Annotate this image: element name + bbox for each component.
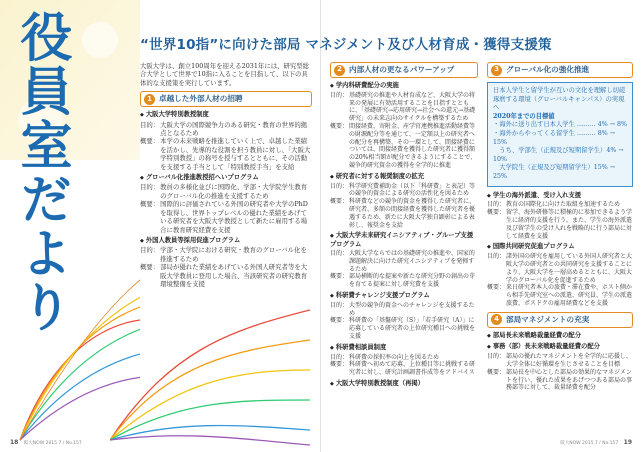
goal-line: うち、学部生（正規及び短期留学生）4% → 10%	[493, 147, 624, 163]
purpose-label: 目的：	[330, 353, 349, 361]
item	[140, 237, 312, 288]
item-title: ◆ 研究者に対する報奨制度の拡充	[330, 173, 478, 182]
overview-label: 概要：	[330, 273, 349, 281]
item	[487, 343, 633, 392]
purpose-label: 目的：	[140, 120, 160, 129]
footer-right	[560, 439, 632, 446]
overview-label: 概要：	[140, 263, 160, 272]
item	[140, 111, 312, 171]
section-number-badge: 2	[334, 65, 345, 76]
purpose-label: 目的：	[330, 249, 349, 257]
section-2-header	[330, 62, 478, 78]
overview-label: 概要：	[487, 209, 506, 217]
item	[330, 232, 478, 289]
goal-heading: 2020年までの目標値	[493, 112, 555, 120]
overview-text: 部局が優れた業績をあげている外国人研究者等を大阪大学教員に登用した場合、当該研究者の研究教育環境整備を支援	[160, 263, 308, 288]
item	[330, 344, 478, 377]
item	[330, 82, 478, 170]
goal-line: ・海外に送り出す日本人学生 ……… 4% → 8%	[493, 121, 628, 129]
section-4-header	[487, 312, 633, 328]
item-title: ◆ 国際共同研究促進プログラム	[487, 243, 633, 252]
item-title: ◆ 部局長未来戦略裁量経費の配分	[487, 332, 633, 341]
item	[330, 173, 478, 230]
overview-label: 概要：	[487, 284, 506, 292]
overview-text: 科研費の「基盤研究（S）」「若手研究（A）」に応募している研究者の上位研究種目への挑戦を支援	[349, 317, 476, 340]
item	[140, 174, 312, 234]
purpose-text: 大阪大学ならではの基礎研究の推進や、国家的課題解決に向けた研究イニシアティブを発揮するため	[349, 249, 475, 273]
purpose-text: 科研費の採択率の向上を図るため	[349, 353, 440, 361]
section-number-badge: 3	[491, 65, 502, 76]
item-title: ◆ 学内科研費配分の実施	[330, 82, 478, 91]
item-title: ◆ 科研費チャレンジ支援プログラム	[330, 292, 478, 301]
main-heading: “世界10指”に向けた部局 マネジメント及び人材育成・獲得支援策	[140, 37, 552, 53]
item-title: ◆ 外国人教員等採用促進プログラム	[140, 237, 312, 245]
section-title: グローバル化の強化推進	[506, 65, 590, 75]
page-number-left: 18	[10, 439, 19, 446]
section-title: 部局マネジメントの充実	[506, 314, 590, 324]
page-number-right: 19	[623, 439, 632, 446]
item-title: ◆ 大阪大学未来研究イニシアティブ・グループ支援プログラム	[330, 232, 478, 249]
goal-line: ・海外からやってくる留学生 ……… 8% → 15%	[493, 129, 616, 146]
overview-label: 概要：	[330, 361, 349, 369]
goal-line: 大学院生（正規及び短期留学生）15% → 25%	[493, 164, 616, 180]
lead-text: 大阪大学は、創立100周年を迎える2031年には、研究型総合大学として世界で10指に入ることを目指して、以下の具体的な支援策を実行しています。	[140, 62, 310, 87]
goal-box	[487, 82, 633, 187]
item	[487, 192, 633, 241]
section-number-badge: 1	[144, 94, 155, 105]
item	[487, 332, 633, 341]
purpose-label: 目的：	[330, 91, 349, 99]
item-title: ◆ 事務（部）長未来戦略裁量経費の配分	[487, 343, 633, 352]
purpose-label: 目的：	[330, 182, 349, 190]
overview-label: 概要：	[140, 200, 160, 209]
purpose-text: 教員の多様化並びに国際化、学部・大学院学生教育のグローバル化の推進を支援するため	[160, 183, 308, 200]
overview-text: 科研費などの競争的資金を獲得した研究者に、研究者、多額の間接経費を獲得した研究者を優遇するため、新たに大阪大学独自顕彰による表彰し、報奨金を支給	[349, 198, 476, 229]
overview-text: 間接経費、寄附金、産学官連携推進活動経費等の財源配分等を通じて、一定額以上の研究者への配分を再構築、その一環として、間接経費については、間接経費を獲得した研究者に獲得額の20%相当額が配分できるようにすることで、競争的研究資金の獲得を全学的に推進	[349, 122, 477, 169]
overview-text: 国際的に評価されている外国の研究者や大学のPhDを取得し、世界トップレベルの優れた業績をあげている研究者を大阪大学教授として新たに雇用する場合に教育研究経費を支援	[160, 200, 308, 234]
purpose-text: 諸外国の研究を雇用している外国人研究者と大阪大学の研究者との共同研究を支援することにより、大阪大学を一層高めるとともに、大阪大学のグローバル化を促進するため	[506, 253, 633, 284]
purpose-label: 目的：	[487, 201, 506, 209]
overview-text: 部局横断的な提案や新たな研究分野の創出の芽を育てる提案に対し研究費を支援	[349, 273, 476, 289]
item	[330, 292, 478, 341]
vertical-title: 役員室だより	[11, 10, 71, 334]
section-title: 卓越した外部人材の招聘	[159, 94, 243, 104]
purpose-text: 大阪大学の国際競争力のある研究・教育の世界的拠点となるため	[160, 120, 308, 138]
overview-label: 概要：	[330, 122, 349, 130]
section-3-header	[487, 62, 633, 78]
purpose-label: 目的：	[330, 301, 349, 309]
footer-right-text: 阪大NOW 2015.7 / No.157	[560, 441, 619, 446]
overview-text: 部局長を中心とした部局の効果的なマネジメントを行い、優れた成果をあげつつある部局の事務部等に対して、裁量経費を配分	[506, 368, 633, 392]
overview-label: 概要：	[140, 137, 160, 146]
purpose-text: 科学研究費補助金（以下「科研費」と表記）等の競争的資金による研究の活性化を図るため	[349, 182, 476, 198]
purpose-text: 大型の競争的資金へのチャレンジを支援するため	[349, 301, 475, 317]
item-title: ◆ グローバル化推進教授招へいプログラム	[140, 174, 312, 182]
item-title: ◆ 大阪大学特別教授制度	[140, 111, 312, 119]
goal-intro: 日本人学生と留学生が互いの文化を理解し切磋琢磨する環境（グローバルキャンパス）の実現へ	[493, 87, 626, 112]
column-3	[487, 62, 633, 392]
purpose-text: 部局の優れたマネジメントを全学的に応援し、大学全体に好循環を生じさせることを目標	[506, 353, 632, 369]
section-1-header	[140, 91, 312, 107]
item	[330, 380, 478, 389]
section-title: 内部人材の更なるパワーアップ	[349, 65, 455, 75]
purpose-label: 目的：	[140, 246, 160, 255]
overview-text: 本学の未来戦略を推進していく上で、卓越した業績を活かし、先導的な役割を担う教員に対し、「大阪大学特別教授」の称号を授与するとともに、その活動を支援する手当として「特別教授手当」を支給	[160, 137, 311, 171]
item-title: ◆ 大阪大学特別教授制度（再掲）	[330, 380, 478, 389]
purpose-label: 目的：	[487, 253, 506, 261]
footer-left	[10, 439, 82, 446]
overview-label: 概要：	[330, 198, 349, 206]
overview-text: 科研費へ初めて応募、上位種目等に挑戦する研究者に対し、研究計画調書作成等をアドバイス	[349, 361, 476, 377]
purpose-text: 教育の国際化に向けた取組を加速するため	[506, 201, 621, 209]
purpose-label: 目的：	[140, 183, 160, 192]
column-2	[330, 62, 478, 390]
purpose-label: 目的：	[487, 353, 506, 361]
overview-label: 概要：	[487, 368, 506, 376]
overview-text: 来日研究者本人の旅費・滞在費や、ホスト側から相手先研究室への派遣、研究員、学生の派遣旅費、ポスドクの雇用経費などを支援	[506, 284, 633, 307]
section-number-badge: 4	[491, 314, 502, 325]
overview-label: 概要：	[330, 317, 349, 325]
page-fold	[320, 0, 321, 452]
overview-text: 留学、海外研修等に積極的に参加できるよう学生に経済的支援を行う。また、学生の海外派遣及び留学生の受け入れを戦略的に行う部局に対して経費を支援	[506, 209, 633, 240]
item	[487, 243, 633, 307]
item-title: ◆ 科研費相談員制度	[330, 344, 478, 353]
purpose-text: 基礎研究の推進や人材育成など、大阪大学の将来の発展に有効活用することを目指すとともに、「基礎研究→応用研究→社会への還元→基礎研究」の未来志向のサイクルを構築するため	[349, 91, 476, 123]
footer-left-text: 阪大NOW 2015.7 / No.157	[23, 441, 82, 446]
item-title: ◆ 学生の海外派遣、受け入れ支援	[487, 192, 633, 201]
purpose-text: 学部・大学院における研究・教育のグローバル化を推進するため	[160, 246, 307, 263]
column-1	[140, 62, 312, 288]
